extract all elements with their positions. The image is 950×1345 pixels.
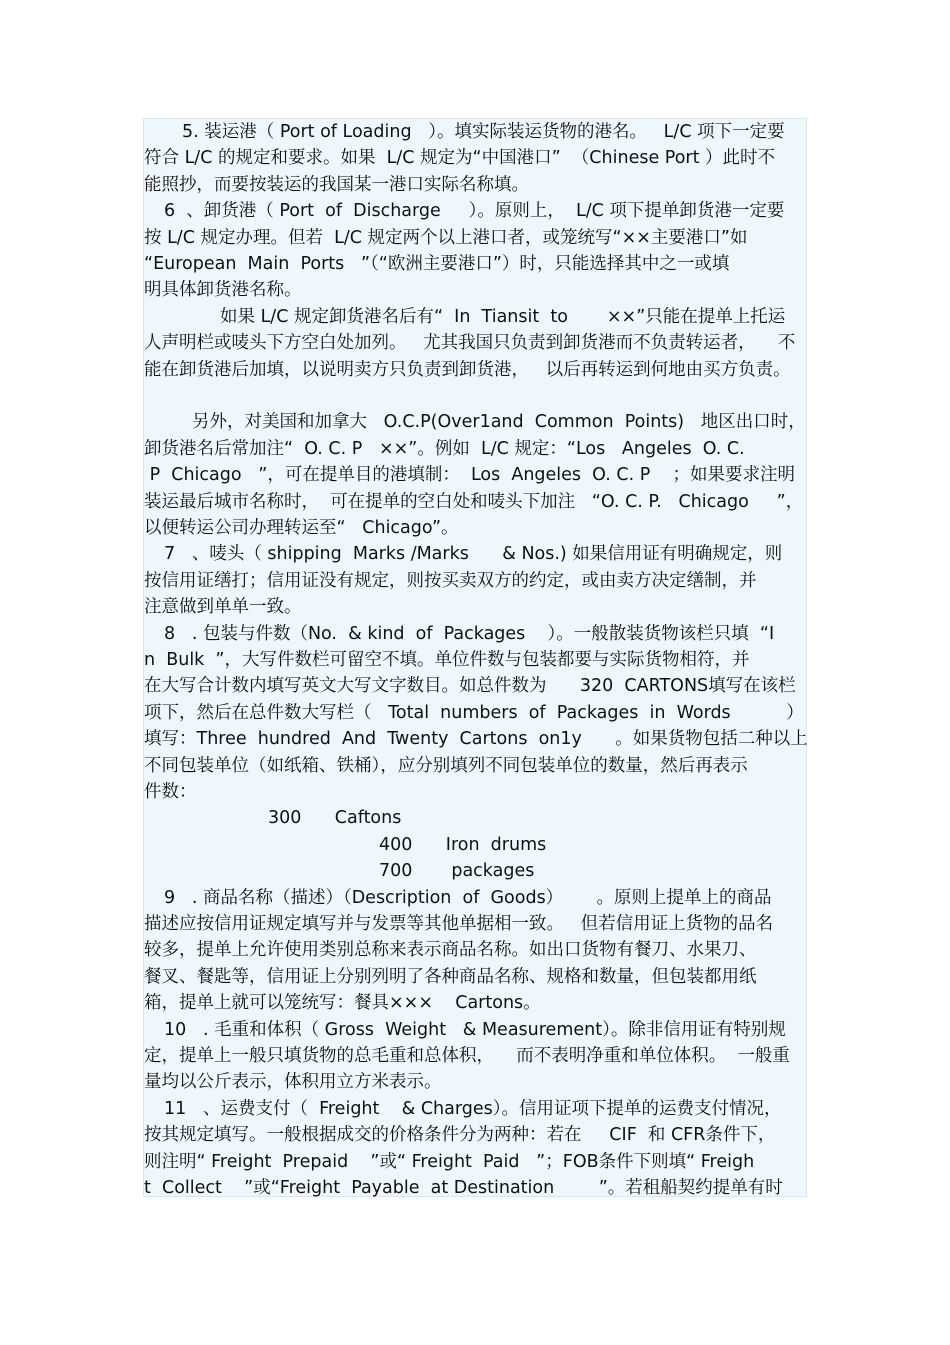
text-line: 11 、运费支付（ Freight & Charges）。信用证项下提单的运费支付情况， <box>164 1098 782 1119</box>
text-line: 项下，然后在总件数大写栏（ Total numbers of Packages in Words ） <box>144 702 804 723</box>
text-line: P Chicago ”，可在提单目的港填制： Los Angeles O. C. P ；如果要求注明 <box>144 465 795 486</box>
text-line: 10 . 毛重和体积（ Gross Weight & Measurement）。除非信用证有特别规 <box>164 1019 786 1040</box>
text-line: 如果 L/C 规定卸货港名后有“ In Tiansit to ××”只能在提单上托运 <box>220 306 786 327</box>
text-line: 则注明“ Freight Prepaid ”或“ Freight Paid ”；FOB条件下则填“ Freigh <box>144 1151 755 1172</box>
text-line: 较多，提单上允许使用类别总称来表示商品名称。如出口货物有餐刀、水果刀、 <box>144 940 757 961</box>
text-line: 件数： <box>144 782 197 802</box>
text-line: 不同包装单位（如纸箱、铁桶），应分别填列不同包装单位的数量，然后再表示 <box>144 755 748 776</box>
text-line: t Collect ”或“Freight Payable at Destination ”。若租船契约提单有时 <box>144 1178 783 1198</box>
text-line: 餐叉、餐匙等，信用证上分别列明了各种商品名称、规格和数量，但包装都用纸 <box>144 966 757 987</box>
text-line: 按其规定填写。一般根据成交的价格条件分为两种：若在 CIF 和 CFR条件下， <box>144 1125 776 1146</box>
text-line: 6 、卸货港（ Port of Discharge ）。原则上， L/C 项下提单卸货港一定要 <box>164 201 785 222</box>
text-line: 按信用证缮打；信用证没有规定，则按买卖双方的约定，或由卖方决定缮制，并 <box>144 570 757 591</box>
text-line: 5. 装运港（ Port of Loading ）。填实际装运货物的港名。 L/C 项下一定要 <box>182 122 785 142</box>
text-line: “European Main Ports ”（“欧洲主要港口”）时，只能选择其中之一或填 <box>144 254 730 274</box>
text-line: 箱，提单上就可以笼统写：餐具××× Cartons。 <box>144 993 541 1014</box>
text-line: 能在卸货港后加填，以说明卖方只负责到卸货港， 以后再转运到何地由买方负责。 <box>144 359 791 380</box>
document-text-box <box>143 118 807 1197</box>
text-line: 8 . 包装与件数（No. & kind of Packages ）。一般散装货物该栏只填 “I <box>164 623 775 644</box>
text-line: 另外，对美国和加拿大 O.C.P(Over1and Common Points) 地区出口时， <box>192 412 806 433</box>
text-line: 符合 L/C 的规定和要求。如果 L/C 规定为“中国港口” （Chinese Port ）此时不 <box>144 148 776 169</box>
text-line: 注意做到单单一致。 <box>144 597 302 618</box>
text-line: 量均以公斤表示，体积用立方米表示。 <box>144 1072 442 1093</box>
text-line: 填写：Three hundred And Twenty Cartons on1y 。如果货物包括二种以上 <box>144 729 808 750</box>
text-line: 700 packages <box>379 861 535 882</box>
text-line: 400 Iron drums <box>379 834 547 855</box>
text-line: 能照抄，而要按装运的我国某一港口实际名称填。 <box>144 174 529 195</box>
text-line: 在大写合计数内填写英文大写文字数目。如总件数为 320 CARTONS填写在该栏 <box>144 676 796 697</box>
text-line: 装运最后城市名称时， 可在提单的空白处和唛头下加注 “O. C. P. Chicago ”， <box>144 491 804 512</box>
text-line: 明具体卸货港名称。 <box>144 280 302 301</box>
text-line: n Bulk ”，大写件数栏可留空不填。单位件数与包装都要与实际货物相符，并 <box>144 650 750 670</box>
text-line: 以便转运公司办理转运至“ Chicago”。 <box>144 518 459 538</box>
text-line: 9 . 商品名称（描述）（Description of Goods） 。原则上提单上的商品 <box>164 887 772 908</box>
text-line: 定，提单上一般只填货物的总毛重和总体积， 而不表明净重和单位体积。 一般重 <box>144 1046 790 1066</box>
text-line: 卸货港名后常加注“ O. C. P ××”。例如 L/C 规定：“Los Angeles O. C. <box>144 438 745 459</box>
text-line: 300 Caftons <box>268 808 402 829</box>
text-line: 人声明栏或唛头下方空白处加列。 尤其我国只负责到卸货港而不负责转运者， 不 <box>144 333 796 354</box>
text-line: 7 、唛头（ shipping Marks /Marks & Nos.) 如果信用证有明确规定，则 <box>164 544 783 565</box>
text-line: 按 L/C 规定办理。但若 L/C 规定两个以上港口者，或笼统写“××主要港口”如 <box>144 227 748 248</box>
text-line: 描述应按信用证规定填写并与发票等其他单据相一致。 但若信用证上货物的品名 <box>144 914 774 934</box>
